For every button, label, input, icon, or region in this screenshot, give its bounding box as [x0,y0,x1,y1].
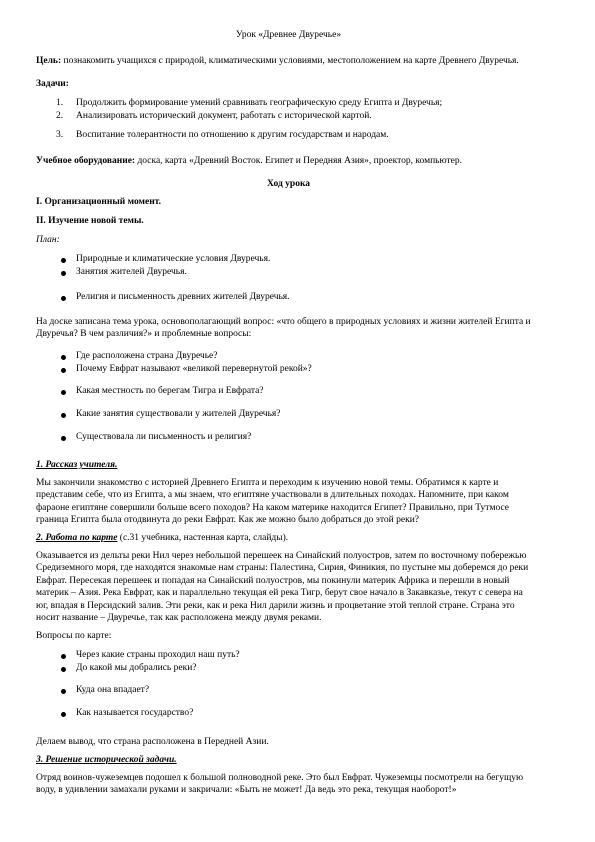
equipment-label: Учебное оборудование: [36,156,136,166]
map-question: Через какие страны проходил наш путь? [76,650,240,660]
goal-text: познакомить учащихся с природой, климатическими условиями, местоположением на карте Древнего Двуречья. [61,56,519,66]
section-3-text: Отряд воинов-чужеземцев подошел к большой полноводной реке. Это был Евфрат. Чужеземцы посмотрели на бегущую воду, в удивлении замахали руками и закричали: «Быть не может! Да ведь это река, текущая наоборот!» [36,773,524,796]
part-1-heading: I. Организационный момент. [36,197,162,207]
equipment-text: доска, карта «Древний Восток. Египет и Передняя Азия», проектор, компьютер. [135,156,462,166]
page-title: Урок «Древнее Двуречье» [235,30,342,40]
section-1-heading: 1. Рассказ учителя. [36,460,118,470]
problem-question: Существовала ли письменность и религия? [76,432,252,442]
problem-question: Почему Евфрат называют «великой перевернутой рекой»? [76,364,312,374]
bullet-icon [61,296,66,301]
plan-item: Природные и климатические условия Двуречья. [76,254,271,264]
bullet-icon [61,667,66,672]
task-number: 1. [56,98,64,108]
conclusion: Делаем вывод, что страна расположена в Передней Азии. [36,737,269,747]
part-2-heading: II. Изучение новой темы. [36,216,144,226]
task-number: 3. [56,130,64,140]
equipment-line [36,155,541,167]
plan-item: Религия и письменность древних жителей Двуречья. [76,292,290,302]
goal-label: Цель: [36,56,62,66]
map-questions-label: Вопросы по карте: [36,631,112,641]
problem-question: Какая местность по берегам Тигра и Евфрата? [76,386,264,396]
map-question: Куда она впадает? [76,685,150,695]
task-number: 2. [56,111,64,121]
task-item: Воспитание толерантности по отношению к другим государствам и народам. [76,130,389,140]
plan-item: Занятия жителей Двуречья. [76,267,187,277]
bullet-icon [61,654,66,659]
task-item: Анализировать исторический документ, работать с исторической картой. [76,111,372,121]
bullet-icon [61,355,66,360]
section-1-text: Мы закончили знакомство с историей Древнего Египта и переходим к изучению новой темы. Обратимся к карте и представим себе, что из Египта, а мы знаем, что египтяне участвовали в длительных походах. Напомните, при каком фараоне египтяне совершили больше всего походов? На каком материке находится Египет? Правильно, при Тутмосе граница Египта была отодвинута до реки Евфрат. Как же можно было добраться до этой реки? [36,478,509,526]
bullet-icon [61,413,66,418]
section-3-heading: 3. Решение исторической задачи. [36,755,177,765]
map-question: Как называется государство? [76,708,194,718]
lesson-heading: Ход урока [266,179,311,189]
problem-question: Какие занятия существовали у жителей Двуречья? [76,409,281,419]
bullet-icon [61,712,66,717]
bullet-icon [61,689,66,694]
section-2-text: Оказывается из дельты реки Нил через небольшой перешеек на Синайский полуостров, затем по восточному побережью Средиземного моря, где находятся знакомые нам страны: Палестина, Сирия, Финикия, по пустыне мы доберемся до реки Евфрат. Пересекая перешеек и попадая на Синайский полуостров, мы покинули материк Африка и перешли в новый материк – Азия. Река Евфрат, как и параллельно текущая ей река Тигр, берут свое начало в Закавказье, текут с севера на юг, впадая в Персидский залив. Эти реки, как и река Нил дарили жизнь и процветание этой теплой стране. Страна это носит название – Двуречье, так как расположена между двумя реками. [36,551,529,624]
bullet-icon [61,258,66,263]
goal-line [36,55,541,67]
map-question: До какой мы добрались реки? [76,663,197,673]
section-2-heading: 2. Работа по карте (с.31 учебника, настенная карта, слайды). [36,533,289,543]
tasks-label: Задачи: [36,79,69,89]
bullet-icon [61,436,66,441]
bullet-icon [61,390,66,395]
task-item: Продолжить формирование умений сравнивать географическую среду Египта и Двуречья; [76,98,443,108]
plan-label: План: [36,235,60,245]
bullet-icon [61,271,66,276]
problem-question: Где расположена страна Двуречье? [76,351,218,361]
intro-paragraph: На доске записана тема урока, основополагающий вопрос: «что общего в природных условиях и жизни жителей Египта и Двуречья? В чем различия?» и проблемные вопросы: [36,317,531,340]
bullet-icon [61,368,66,373]
